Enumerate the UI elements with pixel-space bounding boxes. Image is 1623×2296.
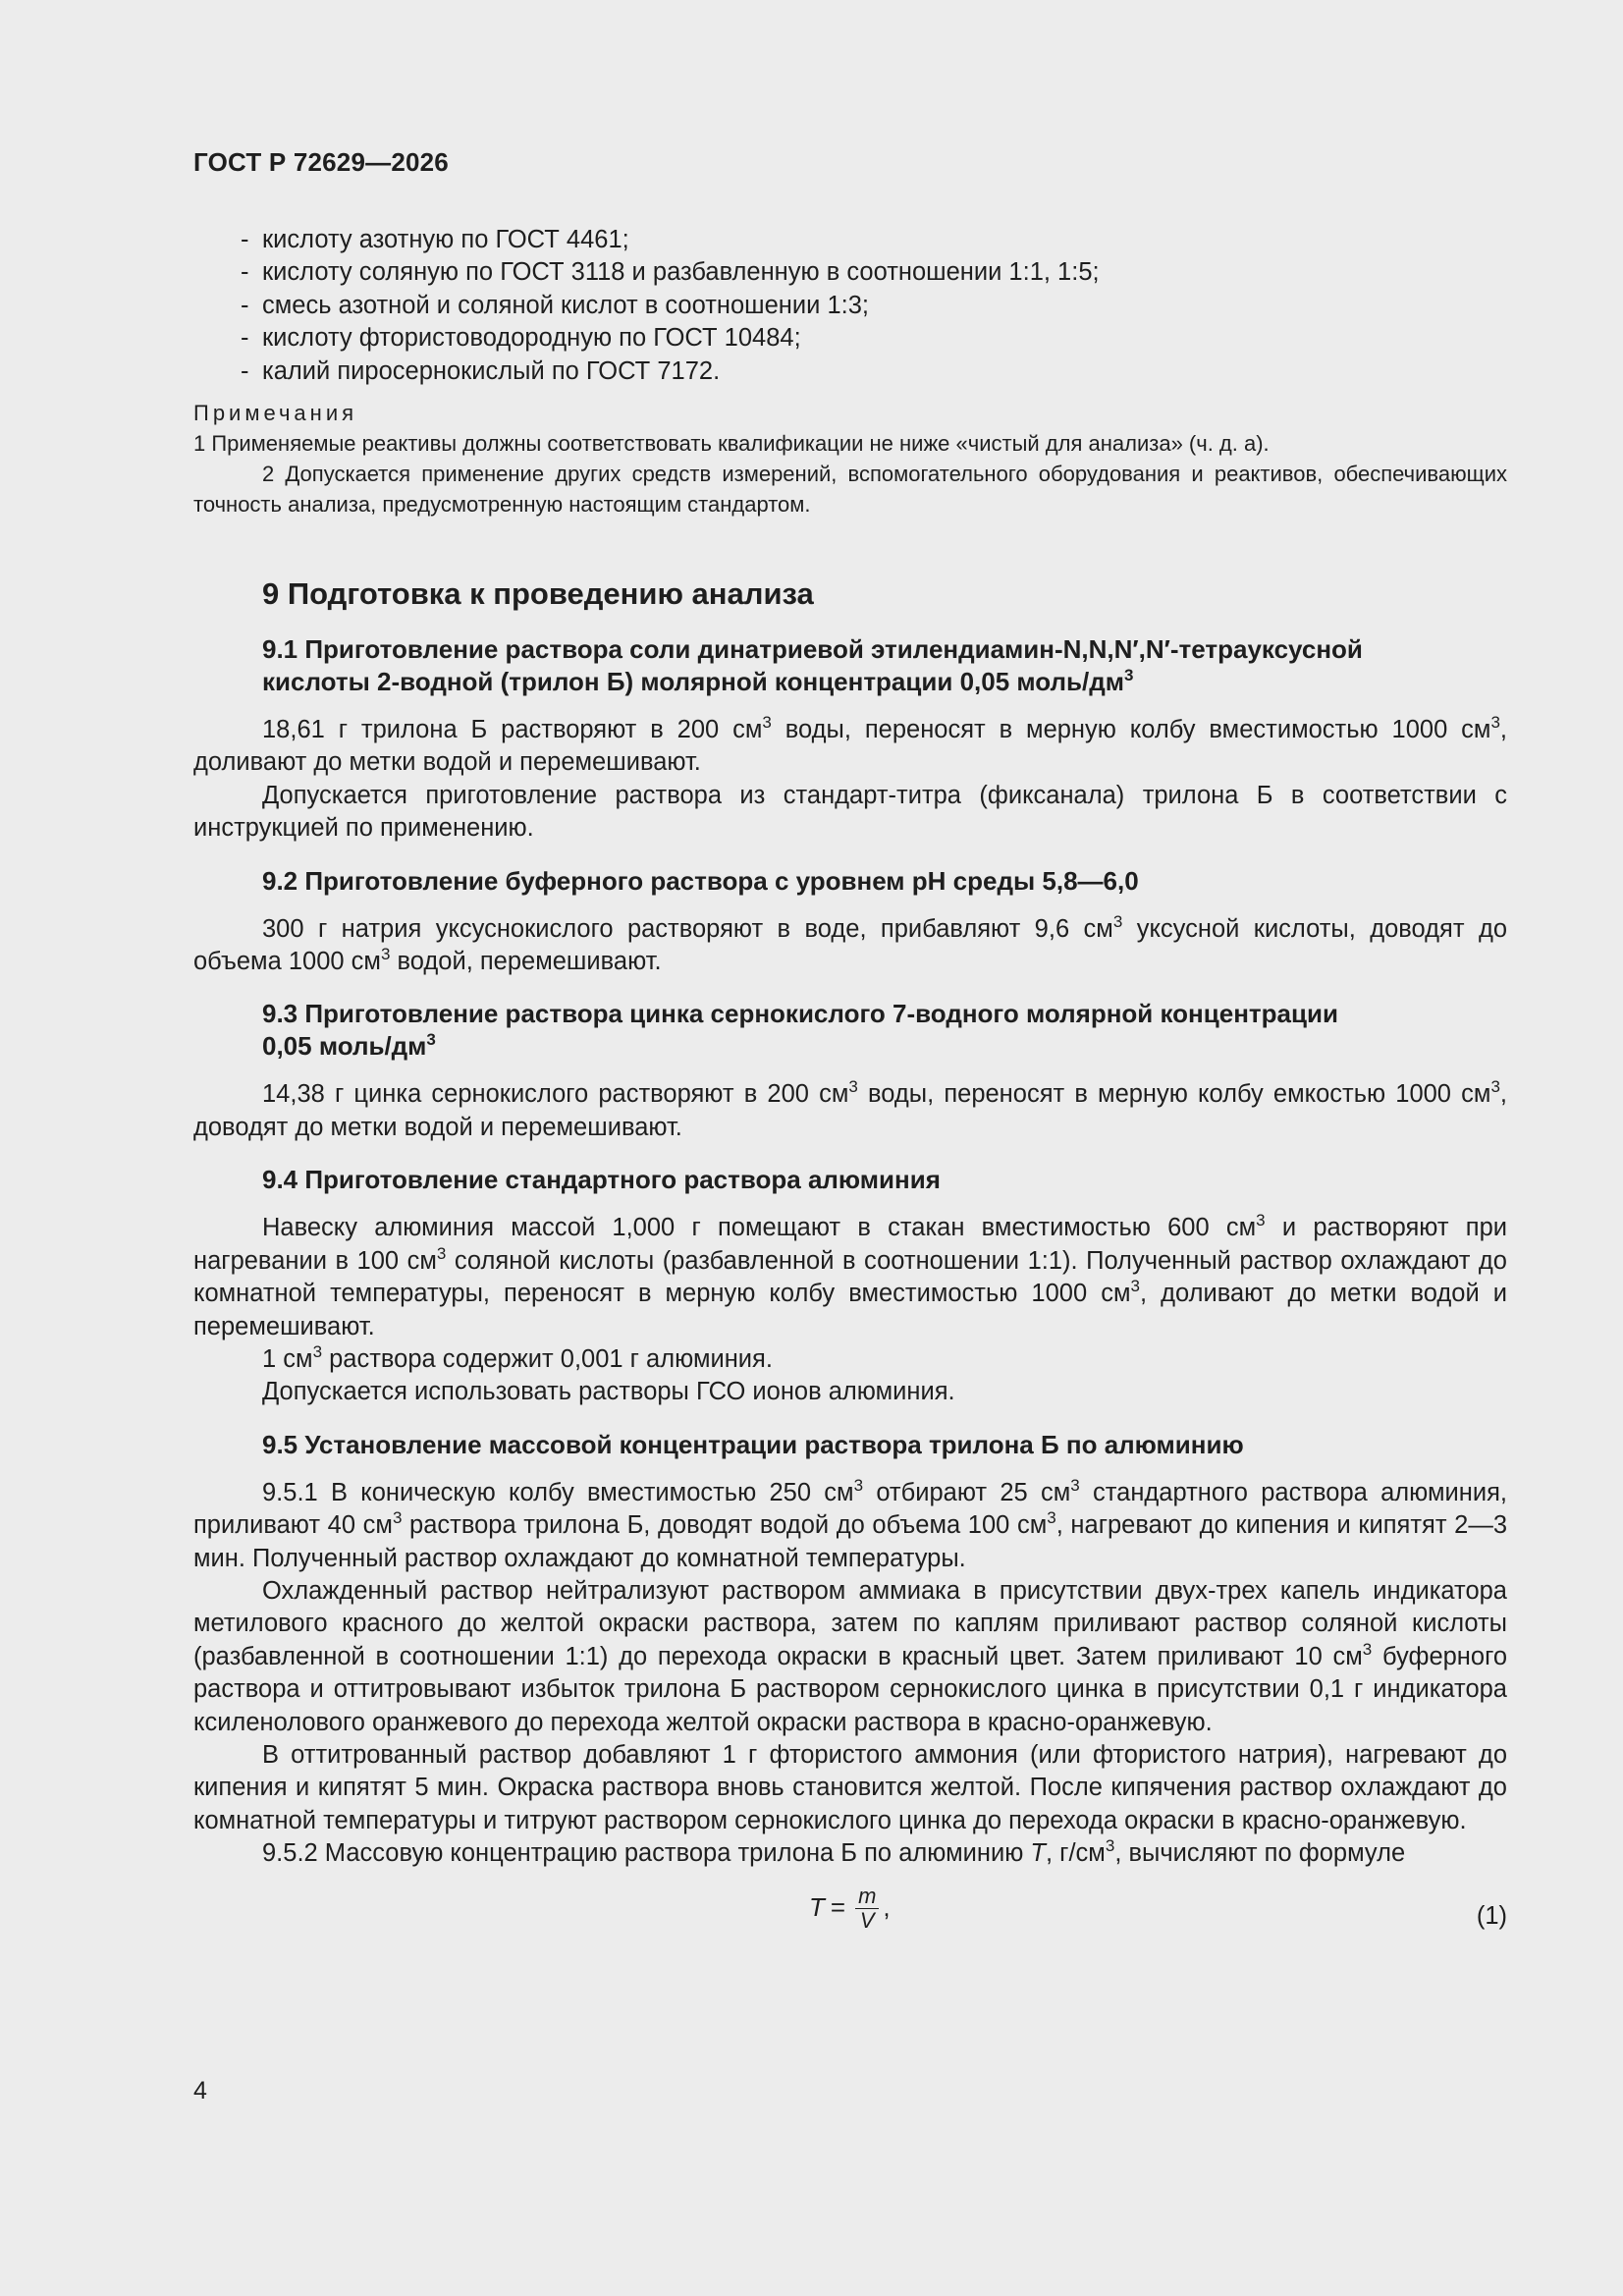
paragraph: Навеску алюминия массой 1,000 г помещают в стакан вместимостью 600 $см^3$ и растворяют при нагревании в 100 $см^3$ соляной кислоты (разбавленной в соотношении 1:1). Полученный раствор охлаждают до комнатной температуры, переносят в мерную колбу вместимостью 1000 $см^3$, доливают до метки водой и перемешивают. (193, 1211, 1508, 1340)
note-1: 1 Применяемые реактивы должны соответствовать квалификации не ниже «чистый для анализа» (ч. д. а). (193, 431, 1270, 457)
formula-numerator: m (855, 1885, 879, 1909)
formula-equals: = (830, 1892, 846, 1923)
page-number: 4 (193, 2077, 207, 2105)
formula-comma: , (883, 1892, 891, 1923)
paragraph: Охлажденный раствор нейтрализуют раствором аммиака в присутствии двух-трех капель индикатора метилового красного до желтой окраски раствора, затем по каплям приливают раствор соляной кислоты (разбавленной в соотношении 1:1) до перехода окраски в красный цвет. Затем приливают 10 $см^3$ буферного раствора и оттитровывают избыток трилона Б раствором сернокислого цинка в присутствии 0,1 г индикатора ксиленолового оранжевого до перехода желтой окраски раствора в красно-оранжевую. (193, 1576, 1507, 1736)
formula-row (193, 1879, 1507, 1947)
paragraph: 9.5.1 В коническую колбу вместимостью 250 $см^3$ отбирают 25 $см^3$ стандартного раствора алюминия, приливают 40 $см^3$ раствора трилона Б, доводят водой до объема 100 $см^3$, нагревают до кипения и кипятят 2—3 мин. Полученный раствор охлаждают до комнатной температуры. (193, 1475, 1508, 1572)
reagent-list (193, 224, 1507, 388)
formula (809, 1885, 891, 1933)
subsection-9-4-heading: 9.4 Приготовление стандартного раствора алюминия (262, 1165, 941, 1195)
paragraph: В оттитрованный раствор добавляют 1 г фтористого аммония (или фтористого натрия), нагревают до кипения и кипятят 5 мин. Окраска раствора вновь становится желтой. После кипячения раствор охлаждают до комнатной температуры и титруют раствором сернокислого цинка до перехода окраски в красно-оранжевую. (193, 1740, 1507, 1834)
subsection-9-2-heading: 9.2 Приготовление буферного раствора с уровнем рН среды 5,8—6,0 (262, 865, 1139, 896)
subsection-9-5-heading: 9.5 Установление массовой концентрации раствора трилона Б по алюминию (262, 1429, 1244, 1459)
subsection-9-3-heading: 9.3 Приготовление раствора цинка сернокислого 7-водного молярной концентрации 0,05 моль/$дм^3$ (262, 999, 1338, 1062)
paragraph: 300 г натрия уксуснокислого растворяют в воде, прибавляют 9,6 $см^3$ уксусной кислоты, доводят до объема 1000 $см^3$ водой, перемешивают. (193, 911, 1508, 976)
paragraph: Допускается приготовление раствора из стандарт-титра (фиксанала) трилона Б в соответствии с инструкцией по применению. (193, 781, 1507, 843)
note-2: 2 Допускается применение других средств измерений, вспомогательного оборудования и реактивов, обеспечивающих точность анализа, предусмотренную настоящим стандартом. (193, 462, 1507, 518)
formula-fraction (855, 1885, 879, 1933)
paragraph: 18,61 г трилона Б растворяют в 200 $см^3$ воды, переносят в мерную колбу вместимостью 1000 $см^3$, доливают до метки водой и перемешивают. (193, 713, 1507, 777)
list-item: - кислоту фтористоводородную по ГОСТ 10484; (241, 324, 801, 353)
paragraph: Допускается использовать растворы ГСО ионов алюминия. (262, 1378, 955, 1406)
list-item: - кислоту азотную по ГОСТ 4461; (241, 226, 629, 253)
list-item: - смесь азотной и соляной кислот в соотношении 1:3; (241, 291, 869, 319)
list-item: - калий пиросернокислый по ГОСТ 7172. (241, 356, 721, 385)
paragraph: 9.5.2 Массовую концентрацию раствора трилона Б по алюминию T, $г/см^3$, вычисляют по формуле (262, 1836, 1406, 1868)
page-content (193, 224, 1507, 1947)
formula-lhs: T (809, 1892, 825, 1923)
subsection-9-1-heading: 9.1 Приготовление раствора соли динатриевой этилендиамин-N,N,N′,N′-тетрауксусной кислоты 2-водной (трилон Б) молярной концентрации 0,05 моль/$дм^3$ (262, 634, 1363, 697)
section-9-heading: 9 Подготовка к проведению анализа (262, 576, 814, 612)
formula-denominator: V (859, 1907, 875, 1933)
paragraph: 14,38 г цинка сернокислого растворяют в 200 $см^3$ воды, переносят в мерную колбу емкостью 1000 $см^3$, доводят до метки водой и перемешивают. (193, 1077, 1507, 1141)
document-code: ГОСТ Р 72629—2026 (193, 147, 449, 177)
list-item: - кислоту соляную по ГОСТ 3118 и разбавленную в соотношении 1:1, 1:5; (241, 258, 1100, 287)
formula-number: (1) (1476, 1901, 1507, 1930)
notes-block (193, 398, 1507, 519)
notes-title: Примечания (193, 401, 358, 426)
paragraph: 1 $см^3$ раствора содержит 0,001 г алюминия. (262, 1341, 773, 1373)
